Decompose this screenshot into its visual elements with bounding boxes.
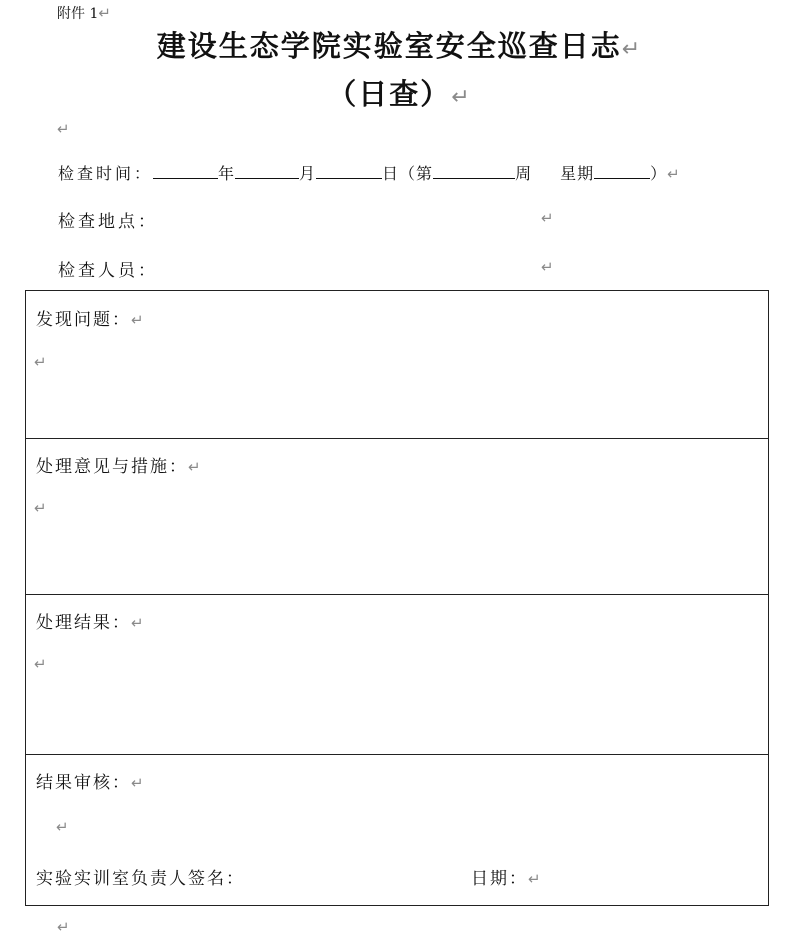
paragraph-mark-icon: ↵ bbox=[57, 918, 70, 936]
issues-section[interactable] bbox=[26, 291, 768, 439]
paragraph-mark-icon: ↵ bbox=[131, 311, 146, 329]
handling-section[interactable] bbox=[26, 438, 768, 595]
signer-label: 实验实训室负责人签名： bbox=[36, 869, 245, 889]
result-label: 处理结果： bbox=[36, 613, 131, 633]
paragraph-mark-icon: ↵ bbox=[541, 258, 554, 276]
paragraph-mark-icon: ↵ bbox=[667, 165, 681, 183]
issues-label: 发现问题： bbox=[36, 310, 131, 330]
result-section[interactable] bbox=[26, 594, 768, 755]
inspectors-row bbox=[58, 256, 158, 281]
date-label: 日期： bbox=[471, 869, 528, 889]
paragraph-mark-icon: ↵ bbox=[528, 870, 543, 888]
paragraph-mark-icon: ↵ bbox=[541, 209, 554, 227]
handling-label: 处理意见与措施： bbox=[36, 457, 188, 477]
paragraph-mark-icon: ↵ bbox=[57, 120, 70, 138]
paragraph-mark-icon: ↵ bbox=[451, 85, 472, 110]
inspectors-label: 检查人员： bbox=[58, 261, 158, 281]
attachment-label: 附件 1↵ bbox=[57, 4, 111, 22]
page-subtitle: （日查）↵ bbox=[327, 77, 472, 111]
paragraph-mark-icon: ↵ bbox=[131, 614, 146, 632]
paragraph-mark-icon: ↵ bbox=[34, 353, 47, 371]
paragraph-mark-icon: ↵ bbox=[98, 4, 111, 22]
check-location-label: 检查地点： bbox=[58, 212, 158, 232]
day-blank[interactable] bbox=[316, 160, 382, 179]
paragraph-mark-icon: ↵ bbox=[131, 774, 146, 792]
weekday-blank[interactable] bbox=[594, 160, 650, 179]
check-time-row: 检查时间： 年 月 日（第 周 星期 ）↵ bbox=[58, 160, 681, 184]
week-number-blank[interactable] bbox=[433, 160, 515, 179]
review-section[interactable] bbox=[26, 754, 768, 905]
year-blank[interactable] bbox=[153, 160, 218, 179]
month-blank[interactable] bbox=[235, 160, 299, 179]
inspection-table bbox=[25, 290, 769, 906]
check-time-label: 检查时间： bbox=[58, 164, 154, 183]
paragraph-mark-icon: ↵ bbox=[56, 818, 69, 836]
check-location-row bbox=[58, 207, 158, 232]
paragraph-mark-icon: ↵ bbox=[188, 458, 203, 476]
paragraph-mark-icon: ↵ bbox=[34, 499, 47, 517]
paragraph-mark-icon: ↵ bbox=[34, 655, 47, 673]
page-title: 建设生态学院实验室安全巡查日志↵ bbox=[156, 29, 643, 63]
paragraph-mark-icon: ↵ bbox=[621, 37, 643, 62]
review-label: 结果审核： bbox=[36, 773, 131, 793]
